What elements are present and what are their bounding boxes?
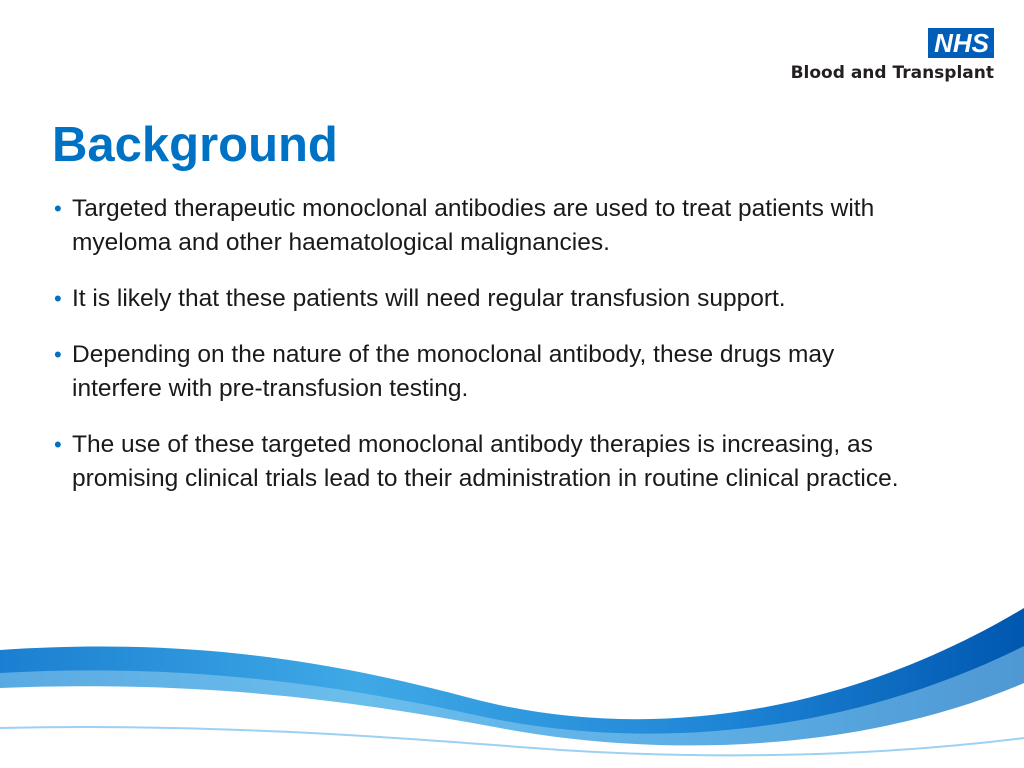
bullet-list: [52, 192, 922, 518]
bullet-item: [52, 338, 922, 406]
bullet-icon: •: [54, 432, 62, 457]
bullet-text: Depending on the nature of the monoclonal antibody, these drugs may interfere with pre-transfusion testing.: [72, 341, 835, 402]
bullet-text: The use of these targeted monoclonal antibody therapies is increasing, as promising clinical trials lead to their administration in routine clinical practice.: [72, 431, 899, 492]
bullet-text: It is likely that these patients will need regular transfusion support.: [72, 285, 786, 312]
bullet-icon: •: [54, 286, 62, 311]
logo-subtitle: Blood and Transplant: [790, 63, 994, 83]
bullet-item: [52, 428, 922, 496]
bullet-text: Targeted therapeutic monoclonal antibodies are used to treat patients with myeloma and other haematological malignancies.: [72, 195, 875, 256]
slide-title: Background: [52, 118, 338, 172]
bullet-icon: •: [54, 342, 62, 367]
bullet-item: [52, 282, 922, 316]
nhs-blood-and-transplant-logo: [734, 28, 994, 83]
bullet-item: [52, 192, 922, 260]
bullet-icon: •: [54, 196, 62, 221]
decorative-wave: [0, 588, 1024, 768]
nhs-logo-mark: NHS: [928, 28, 994, 58]
